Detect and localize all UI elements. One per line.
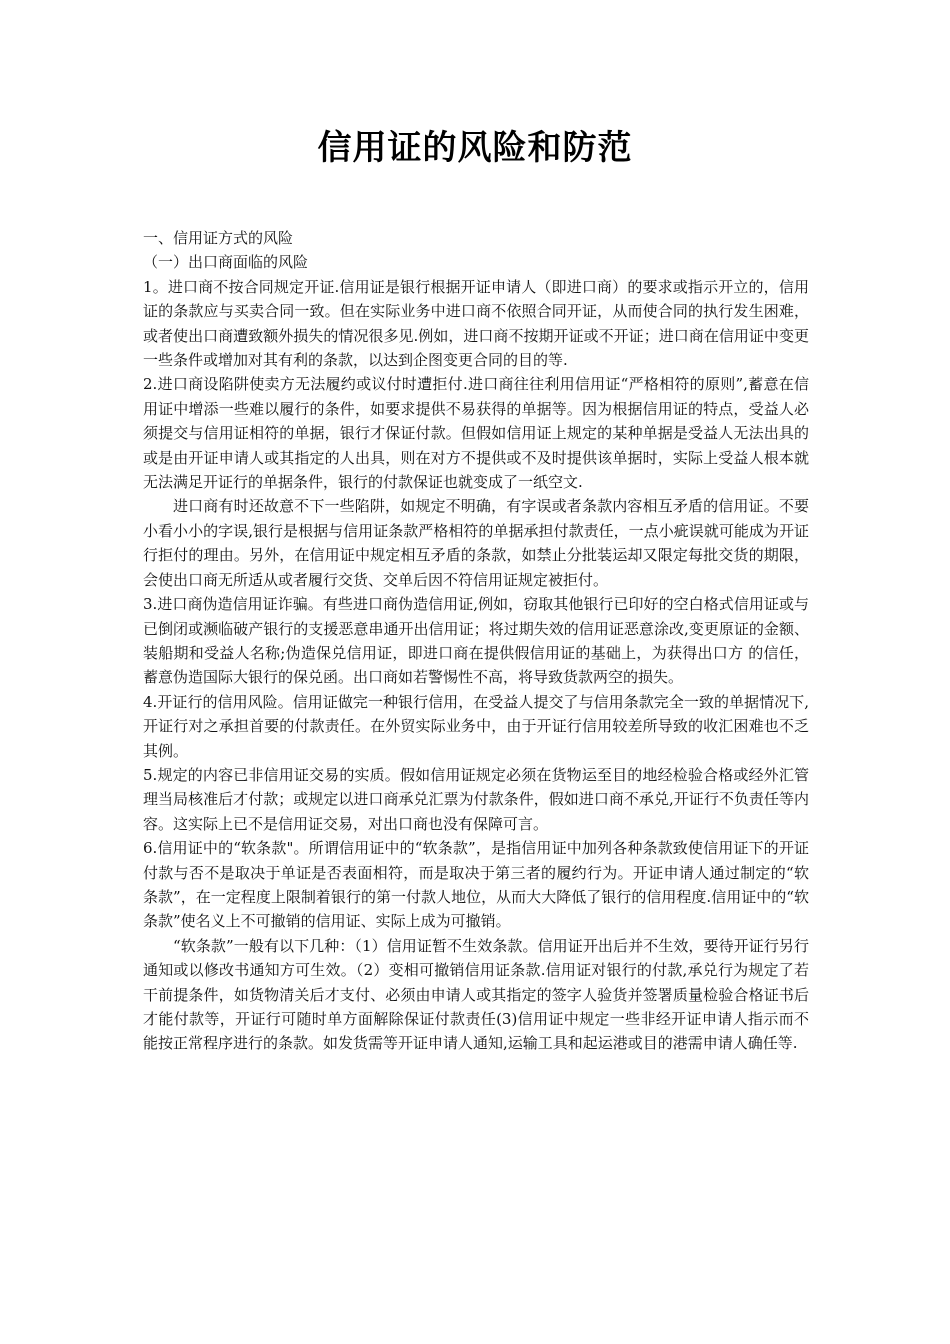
paragraph: 进口商有时还故意不下一些陷阱，如规定不明确，有字误或者条款内容相互矛盾的信用证。不要小看小小的字误,银行是根据与信用证条款严格相符的单据承担付款责任，一点小疵误就可能成为开证行拒付的理由。另外，在信用证中规定相互矛盾的条款，如禁止分批装运却又限定每批交货的期限，会使出口商无所适从或者履行交货、交单后因不符信用证规定被拒付。 (143, 497, 809, 589)
document-title: 信用证的风险和防范 (317, 128, 633, 168)
document-body (143, 226, 809, 1056)
paragraph: “软条款”一般有以下几种：（1）信用证暂不生效条款。信用证开出后并不生效，要待开证行另行通知或以修改书通知方可生效。（2）变相可撤销信用证条款.信用证对银行的付款,承兑行为规定了若干前提条件，如货物清关后才支付、必须由申请人或其指定的签字人验货并签署质量检验合格证书后才能付款等，开证行可随时单方面解除保证付款责任(3)信用证中规定一些非经开证申请人指示而不能按正常程序进行的条款。如发货需等开证申请人通知,运输工具和起运港或目的港需申请人确任等. (143, 936, 809, 1053)
paragraph: 1。进口商不按合同规定开证.信用证是银行根据开证申请人（即进口商）的要求或指示开立的，信用证的条款应与买卖合同一致。但在实际业务中进口商不依照合同开证，从而使合同的执行发生困难，或者使出口商遭致额外损失的情况很多见.例如，进口商不按期开证或不开证；进口商在信用证中变更一些条件或增加对其有利的条款，以达到企图变更合同的目的等. (143, 277, 809, 370)
paragraph: 4.开证行的信用风险。信用证做完一种银行信用，在受益人提交了与信用条款完全一致的单据情况下,开证行对之承担首要的付款责任。在外贸实际业务中，由于开证行信用较差所导致的收汇困难也不乏其例。 (143, 692, 809, 760)
paragraph: 6.信用证中的“软条款"。所谓信用证中的“软条款”，是指信用证中加列各种条款致使信用证下的开证付款与否不是取决于单证是否表面相符，而是取决于第三者的履约行为。开证申请人通过制定的“软条款”，在一定程度上限制着银行的第一付款人地位，从而大大降低了银行的信用程度.信用证中的“软条款”使名义上不可撤销的信用证、实际上成为可撤销。 (143, 839, 809, 931)
paragraph: 3.进口商伪造信用证诈骗。有些进口商伪造信用证,例如，窃取其他银行已印好的空白格式信用证或与已倒闭或濒临破产银行的支援恶意串通开出信用证；将过期失效的信用证恶意涂改,变更原证的金额、装船期和受益人名称;伪造保兑信用证，即进口商在提供假信用证的基础上，为获得出口方 的信任，蓄意伪造国际大银行的保兑函。出口商如若警惕性不高，将导致货款两空的损失。 (143, 595, 809, 687)
subsection-heading: （一）出口商面临的风险 (143, 253, 309, 272)
paragraph: 2.进口商设陷阱使卖方无法履约或议付时遭拒付.进口商往往利用信用证“严格相符的原则”,蓄意在信用证中增添一些难以履行的条件，如要求提供不易获得的单据等。因为根据信用证的特点，受益人必须提交与信用证相符的单据，银行才保证付款。但假如信用证上规定的某种单据是受益人无法出具的或是由开证申请人或其指定的人出具，则在对方不提供或不及时提供该单据时，实际上受益人根本就无法满足开证行的单据条件，银行的付款保证也就变成了一纸空文. (143, 375, 809, 492)
section-heading: 一、信用证方式的风险 (143, 229, 294, 247)
paragraph: 5.规定的内容已非信用证交易的实质。假如信用证规定必须在货物运至目的地经检验合格或经外汇管理当局核准后才付款；或规定以进口商承兑汇票为付款条件，假如进口商不承兑,开证行不负责任等内容。这实际上已不是信用证交易，对出口商也没有保障可言。 (143, 765, 809, 833)
